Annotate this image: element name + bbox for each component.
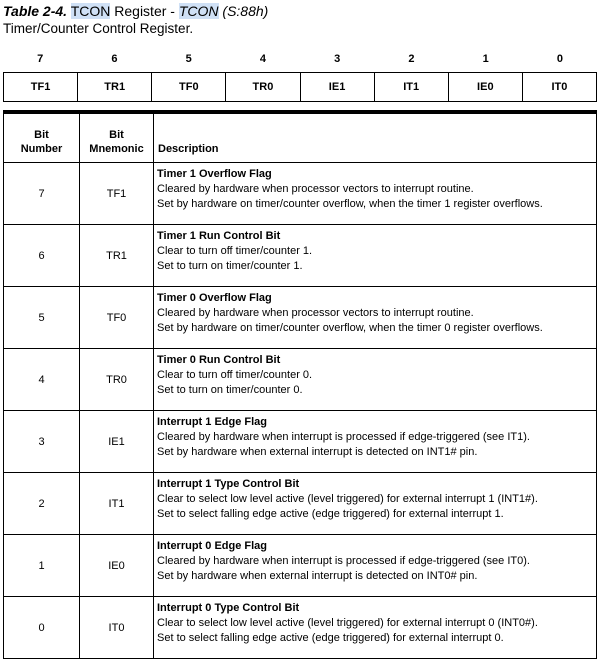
- header-description: Description: [154, 112, 597, 163]
- row-field-name: Timer 1 Run Control Bit: [157, 230, 281, 242]
- bit-description-table: [3, 110, 597, 659]
- table-row: [4, 473, 597, 535]
- register-name: TCON: [70, 3, 111, 19]
- row-bit-number: 5: [4, 287, 80, 349]
- bit-number: 5: [185, 53, 192, 65]
- bit-number: 3: [334, 53, 341, 65]
- row-bit-mnemonic: IE0: [80, 535, 154, 597]
- register-name-italic: TCON: [178, 3, 219, 19]
- row-field-name: Timer 1 Overflow Flag: [157, 168, 272, 180]
- row-bit-mnemonic: TR0: [80, 349, 154, 411]
- row-field-name: Interrupt 1 Type Control Bit: [157, 478, 300, 490]
- row-description-line: Clear to turn off timer/counter 0.: [157, 369, 313, 381]
- row-description: [154, 287, 597, 349]
- header-bit-number-label: Bit Number: [20, 129, 63, 155]
- row-field-name: Interrupt 0 Type Control Bit: [157, 602, 300, 614]
- row-description-line: Cleared by hardware when interrupt is processed if edge-triggered (see IT0).: [157, 555, 530, 567]
- row-bit-mnemonic: TF0: [80, 287, 154, 349]
- bit-number-row: [3, 53, 597, 65]
- row-description-line: Set by hardware on timer/counter overflow, when the timer 0 register overflows.: [157, 322, 543, 334]
- row-bit-number: 0: [4, 597, 80, 659]
- row-description-line: Cleared by hardware when processor vectors to interrupt routine.: [157, 307, 474, 319]
- bit-number: 0: [556, 53, 563, 65]
- row-bit-mnemonic: TR1: [80, 225, 154, 287]
- row-field-name: Timer 0 Run Control Bit: [157, 354, 281, 366]
- row-description-line: Set to turn on timer/counter 0.: [157, 384, 303, 396]
- bit-mnemonic-cell: IT1: [374, 73, 448, 101]
- row-description: [154, 163, 597, 225]
- table-caption: [3, 3, 268, 37]
- bit-number: 6: [111, 53, 118, 65]
- row-description: [154, 535, 597, 597]
- header-bit-mnemonic: [80, 112, 154, 163]
- bit-number: 2: [408, 53, 415, 65]
- row-description: [154, 473, 597, 535]
- bit-number: 1: [482, 53, 489, 65]
- bit-mnemonic-cell: IE1: [300, 73, 374, 101]
- bit-mnemonic-cell: IE0: [448, 73, 522, 101]
- table-subtitle: Timer/Counter Control Register.: [3, 21, 194, 36]
- row-bit-mnemonic: IT0: [80, 597, 154, 659]
- row-description-line: Set to turn on timer/counter 1.: [157, 260, 303, 272]
- table-row: [4, 163, 597, 225]
- row-field-name: Interrupt 1 Edge Flag: [157, 416, 268, 428]
- row-bit-number: 3: [4, 411, 80, 473]
- row-bit-mnemonic: IT1: [80, 473, 154, 535]
- bit-mnemonic-cell: TR1: [77, 73, 151, 101]
- row-bit-mnemonic: TF1: [80, 163, 154, 225]
- row-bit-number: 7: [4, 163, 80, 225]
- row-bit-number: 1: [4, 535, 80, 597]
- bit-mnemonic-cell: IT0: [522, 73, 596, 101]
- row-description-line: Clear to select low level active (level triggered) for external interrupt 0 (INT0#).: [157, 617, 538, 629]
- row-description-line: Cleared by hardware when processor vectors to interrupt routine.: [157, 183, 474, 195]
- row-field-name: Timer 0 Overflow Flag: [157, 292, 272, 304]
- row-description: [154, 411, 597, 473]
- register-address: (S:88h): [222, 3, 269, 19]
- table-row: [4, 287, 597, 349]
- row-description-line: Set by hardware when external interrupt is detected on INT1# pin.: [157, 446, 478, 458]
- row-description-line: Set by hardware when external interrupt is detected on INT0# pin.: [157, 570, 478, 582]
- row-bit-number: 2: [4, 473, 80, 535]
- table-row: [4, 535, 597, 597]
- row-bit-mnemonic: IE1: [80, 411, 154, 473]
- header-bit-number: [4, 112, 80, 163]
- bit-map-row: [3, 72, 597, 102]
- row-description: [154, 225, 597, 287]
- row-description-line: Set to select falling edge active (edge triggered) for external interrupt 0.: [157, 632, 504, 644]
- row-description-line: Set to select falling edge active (edge triggered) for external interrupt 1.: [157, 508, 504, 520]
- bit-number: 7: [37, 53, 44, 65]
- row-description-line: Cleared by hardware when interrupt is processed if edge-triggered (see IT1).: [157, 431, 530, 443]
- register-word: Register -: [114, 3, 175, 19]
- bit-mnemonic-cell: TF1: [30, 81, 51, 93]
- row-description-line: Clear to select low level active (level triggered) for external interrupt 1 (INT1#).: [157, 493, 538, 505]
- row-description: [154, 349, 597, 411]
- table-header-row: [4, 112, 597, 163]
- bit-number: 4: [259, 53, 266, 65]
- bit-mnemonic-cell: TR0: [225, 73, 299, 101]
- table-number: Table 2-4.: [3, 3, 68, 19]
- row-field-name: Interrupt 0 Edge Flag: [157, 540, 268, 552]
- table-row: [4, 349, 597, 411]
- bit-mnemonic-cell: TF0: [151, 73, 225, 101]
- table-row: [4, 225, 597, 287]
- row-description-line: Clear to turn off timer/counter 1.: [157, 245, 313, 257]
- table-row: [4, 597, 597, 659]
- row-description: [154, 597, 597, 659]
- table-title: [3, 3, 268, 20]
- header-bit-mnemonic-label: Bit Mnemonic: [89, 129, 144, 155]
- row-bit-number: 4: [4, 349, 80, 411]
- row-bit-number: 6: [4, 225, 80, 287]
- row-description-line: Set by hardware on timer/counter overflow, when the timer 1 register overflows.: [157, 198, 543, 210]
- table-row: [4, 411, 597, 473]
